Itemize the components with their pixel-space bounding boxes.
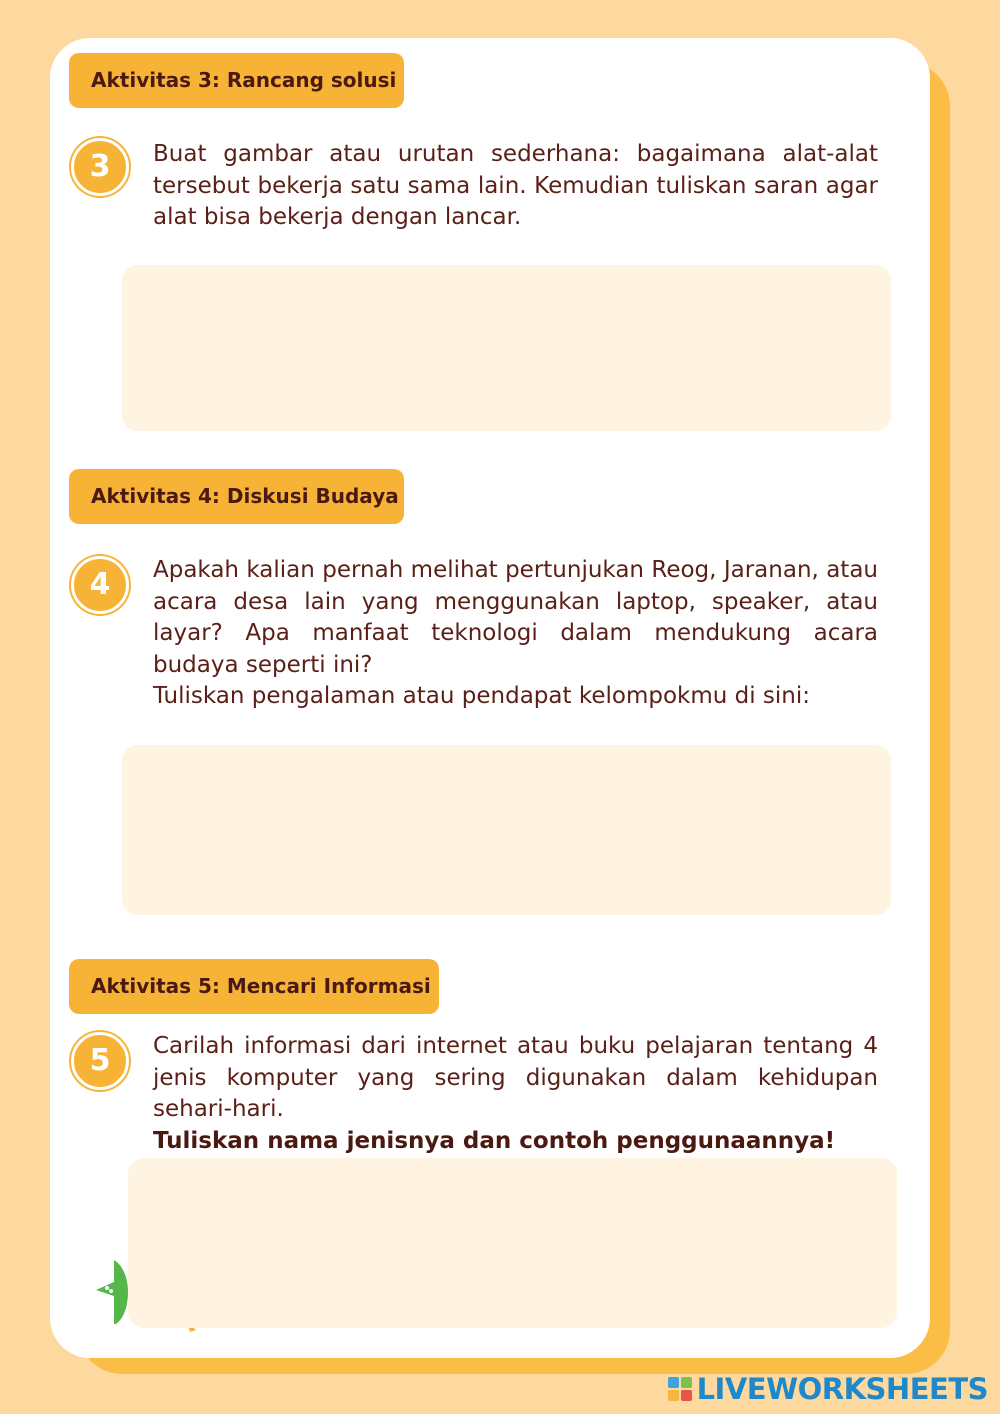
liveworksheets-logo — [668, 1372, 988, 1406]
liveworksheets-brand-text: LIVEWORKSHEETS — [696, 1372, 988, 1406]
activity3-text: Buat gambar atau urutan sederhana: bagaimana alat-alat tersebut bekerja satu sama lain. Kemudian tuliskan saran agar alat bisa bekerja dengan lancar. — [153, 141, 878, 230]
activity3-title: Aktivitas 3: Rancang solusi — [69, 53, 404, 108]
activity5-title: Aktivitas 5: Mencari Informasi — [69, 959, 439, 1014]
activity3-number-badge: 3 — [71, 138, 129, 196]
activity5-number-badge: 5 — [71, 1032, 129, 1090]
activity4-instructions — [153, 555, 878, 713]
activity4-number-badge: 4 — [71, 556, 129, 614]
activity5-bold-text: Tuliskan nama jenisnya dan contoh penggunaannya! — [153, 1127, 836, 1154]
activity5-text: Carilah informasi dari internet atau buku pelajaran tentang 4 jenis komputer yang sering digunakan dalam kehidupan sehari-hari. — [153, 1033, 878, 1122]
activity4-answer-box[interactable] — [122, 745, 891, 915]
activity4-prompt: Tuliskan pengalaman atau pendapat kelompokmu di sini: — [153, 683, 811, 709]
activity5-answer-box[interactable] — [128, 1158, 897, 1328]
activity5-instructions — [153, 1031, 878, 1157]
activity3-instructions — [153, 139, 878, 234]
activity4-text: Apakah kalian pernah melihat pertunjukan Reog, Jaranan, atau acara desa lain yang menggunakan laptop, speaker, atau layar? Apa manfaat teknologi dalam mendukung acara budaya seperti ini? — [153, 557, 878, 678]
activity4-title: Aktivitas 4: Diskusi Budaya — [69, 469, 404, 524]
activity3-answer-box[interactable] — [122, 265, 891, 431]
liveworksheets-logo-icon — [668, 1377, 692, 1401]
